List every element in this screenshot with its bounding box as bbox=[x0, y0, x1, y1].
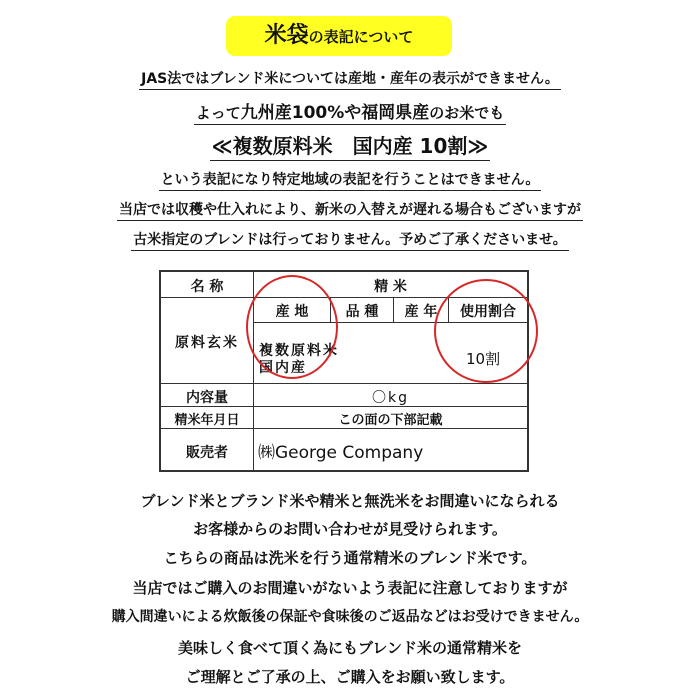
title-main: 米袋 bbox=[264, 23, 309, 48]
title-sub: の表記について bbox=[308, 28, 414, 46]
note-line-1: ブレンド米とブランド米や精米と無洗米をお間違いになられる bbox=[140, 492, 560, 510]
column-year: 産 年 bbox=[404, 304, 438, 320]
milling-date-label: 精米年月日 bbox=[174, 413, 240, 428]
content-value: 〇kg bbox=[372, 390, 409, 406]
origin-highlight-circle bbox=[246, 275, 338, 379]
milling-date-value: この面の下部記載 bbox=[338, 413, 443, 428]
name-value: 精 米 bbox=[374, 279, 407, 295]
column-origin: 産 地 bbox=[275, 304, 309, 320]
origin-value-line-1: 複数原料米 bbox=[259, 343, 339, 359]
intro-emphasis: 九州産100%や福岡県産 bbox=[240, 103, 430, 123]
note-line-7: ご理解とご了承の上、ご購入をお願い致します。 bbox=[185, 668, 515, 686]
intro-line-5: 当店では収穫や仕入れにより、新米の入替えが遅れる場合もございますが bbox=[0, 199, 700, 219]
note-line-6: 美味しく食べて頂く為にもブレンド米の通常精米を bbox=[177, 639, 523, 657]
note-line-5: 購入間違いによる炊飯後の保証や食味後のご返品などはお受けできません。 bbox=[111, 609, 589, 625]
raw-rice-label: 原料玄米 bbox=[175, 335, 239, 351]
name-label: 名 称 bbox=[190, 279, 224, 295]
column-variety: 品 種 bbox=[345, 304, 379, 320]
title-badge bbox=[226, 16, 452, 56]
column-ratio: 使用割合 bbox=[460, 304, 516, 320]
seller-label: 販売者 bbox=[186, 445, 228, 461]
intro-line-6: 古米指定のブレンドは行っておりません。予めご了承くださいませ。 bbox=[0, 229, 700, 249]
intro-line-4: という表記になり特定地域の表記を行うことはできません。 bbox=[0, 169, 700, 189]
note-line-3: こちらの商品は洗米を行う通常精米のブレンド米です。 bbox=[163, 549, 537, 567]
note-line-4: 当店ではご購入のお間違いがないよう表記に注意しておりますが bbox=[132, 579, 568, 597]
intro-line-1: JAS法ではブレンド米については産地・産年の表示ができません。 bbox=[0, 68, 700, 88]
content-label: 内容量 bbox=[186, 390, 228, 406]
note-line-2: お客様からのお問い合わせが見受けられます。 bbox=[193, 520, 507, 538]
intro-line-3: ≪複数原料米 国内産 10割≫ bbox=[0, 130, 700, 159]
ratio-value: 10割 bbox=[466, 350, 501, 368]
origin-value-line-2: 国内産 bbox=[259, 360, 307, 376]
intro-line-2: よって九州産100%や福岡県産のお米でも bbox=[195, 103, 505, 123]
seller-value: ㈱George Company bbox=[258, 443, 424, 463]
ratio-highlight-circle bbox=[434, 279, 538, 383]
